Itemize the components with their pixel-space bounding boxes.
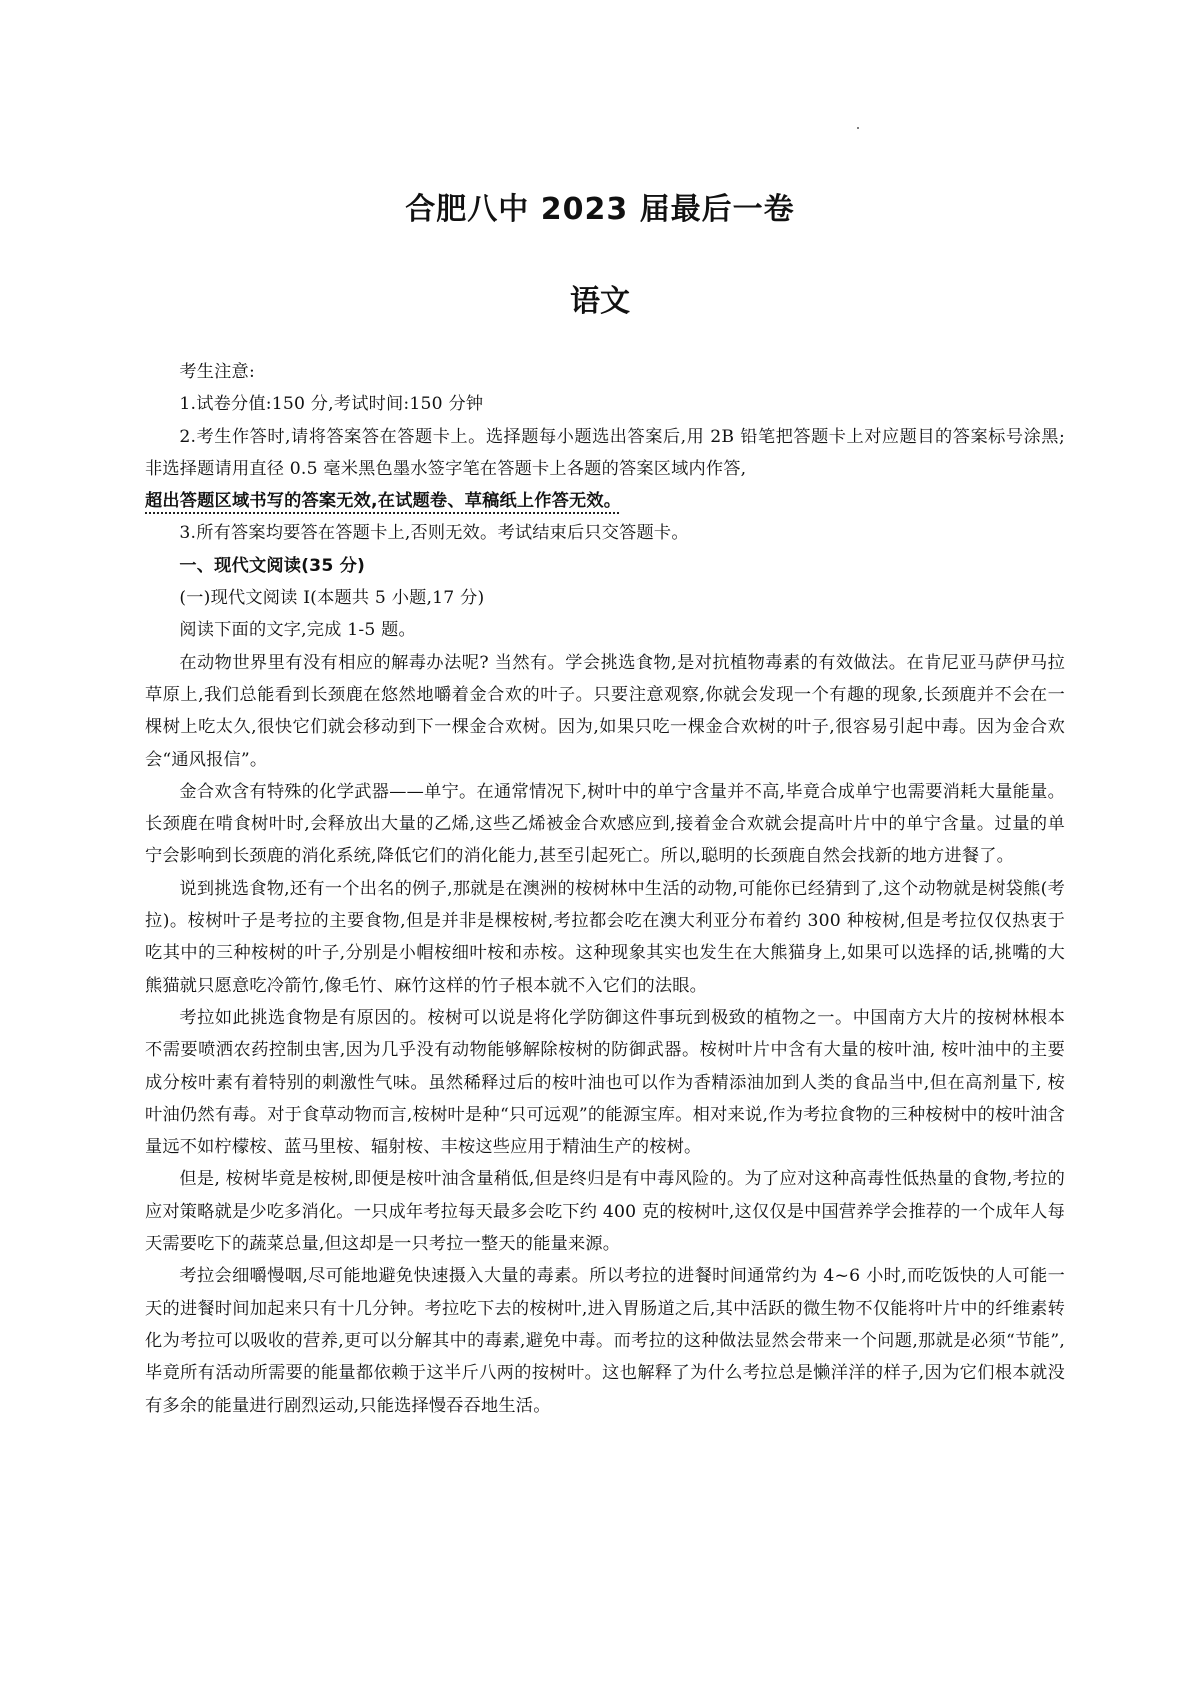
subject-title: 语文 — [570, 284, 630, 319]
notice-item-3: 3.所有答案均要答在答题卡上,否则无效。考试结束后只交答题卡。 — [179, 523, 689, 544]
section-instruction: 阅读下面的文字,完成 1-5 题。 — [179, 620, 416, 641]
passage-paragraph: 但是, 桉树毕竟是桉树,即便是桉叶油含量稍低,但是终归是有中毒风险的。为了应对这种高毒性低热量的食物,考拉的应对策略就是少吃多消化。一只成年考拉每天最多会吃下约 400 克的桉树叶,这仅仅是中国营养学会推荐的一个成年人每天需要吃下的蔬菜总量,但这却是一只考拉一整天的能量来源。 — [145, 1169, 1065, 1255]
passage-paragraph: 金合欢含有特殊的化学武器——单宁。在通常情况下,树叶中的单宁含量并不高,毕竟合成单宁也需要消耗大量能量。长颈鹿在啃食树叶时,会释放出大量的乙烯,这些乙烯被金合欢感应到,接着金合欢就会提高叶片中的单宁含量。过量的单宁会影响到长颈鹿的消化系统,降低它们的消化能力,甚至引起死亡。所以,聪明的长颈鹿自然会找新的地方进餐了。 — [145, 781, 1065, 867]
passage-paragraph: 考拉会细嚼慢咽,尽可能地避免快速摄入大量的毒素。所以考拉的进餐时间通常约为 4~6 小时,而吃饭快的人可能一天的进餐时间加起来只有十几分钟。考拉吃下去的桉树叶,进入胃肠道之后,其中活跃的微生物不仅能将叶片中的纤维素转化为考拉可以吸收的营养,更可以分解其中的毒素,避免中毒。而考拉的这种做法显然会带来一个问题,那就是必须“节能”,毕竟所有活动所需要的能量都依赖于这半斤八两的按树叶。这也解释了为什么考拉总是懒洋洋的样子,因为它们根本就没有多余的能量进行剧烈运动,只能选择慢吞吞地生活。 — [145, 1266, 1065, 1416]
notice-item-2-text: 2.考生作答时,请将答案答在答题卡上。选择题每小题选出答案后,用 2B 铅笔把答题卡上对应题目的答案标号涂黑;非选择题请用直径 0.5 毫米黑色墨水签字笔在答题卡上各题的答案区域内作答, — [145, 426, 1065, 479]
passage-paragraph: 在动物世界里有没有相应的解毒办法呢? 当然有。学会挑选食物,是对抗植物毒素的有效做法。在肯尼亚马萨伊马拉草原上,我们总能看到长颈鹿在悠然地嚼着金合欢的叶子。只要注意观察,你就会发现一个有趣的现象,长颈鹿并不会在一棵树上吃太久,很快它们就会移动到下一棵金合欢树。因为,如果只吃一棵金合欢树的叶子,很容易引起中毒。因为金合欢会“通风报信”。 — [145, 652, 1065, 770]
passage-paragraph: 说到挑选食物,还有一个出名的例子,那就是在澳洲的桉树林中生活的动物,可能你已经猜到了,这个动物就是树袋熊(考拉)。桉树叶子是考拉的主要食物,但是并非是棵桉树,考拉都会吃在澳大利亚分布着约 300 种桉树,但是考拉仅仅热衷于吃其中的三种桉树的叶子,分别是小帽桉细叶桉和赤桉。这种现象其实也发生在大熊猫身上,如果可以选择的话,挑嘴的大熊猫就只愿意吃冷箭竹,像毛竹、麻竹这样的竹子根本就不入它们的法眼。 — [145, 878, 1065, 996]
section-heading: 一、现代文阅读(35 分) — [179, 555, 366, 576]
notice-item-1: 1.试卷分值:150 分,考试时间:150 分钟 — [179, 394, 484, 415]
exam-content — [145, 356, 1065, 1422]
exam-title: 合肥八中 2023 届最后一卷 — [405, 192, 795, 227]
notice-heading: 考生注意: — [179, 362, 255, 382]
section-subheading: (一)现代文阅读 I(本题共 5 小题,17 分) — [179, 588, 485, 609]
passage-paragraph: 考拉如此挑选食物是有原因的。桉树可以说是将化学防御这件事玩到极致的植物之一。中国南方大片的按树林根本不需要喷洒农药控制虫害,因为几乎没有动物能够解除桉树的防御武器。桉树叶片中含有大量的桉叶油, 桉叶油中的主要成分桉叶素有着特别的刺激性气味。虽然稀释过后的桉叶油也可以作为香精添油加到人类的食品当中,但在高剂量下, 桉叶油仍然有毒。对于食草动物而言,桉树叶是种“只可远观”的能源宝库。相对来说,作为考拉食物的三种桉树中的桉叶油含量远不如柠檬桉、蓝马里桉、辐射桉、丰桉这些应用于精油生产的桉树。 — [145, 1007, 1065, 1158]
notice-item-2-emphasis-line — [145, 485, 1065, 517]
scan-dot — [857, 127, 859, 129]
notice-item-2 — [145, 421, 1065, 486]
notice-emphasis: 超出答题区域书写的答案无效,在试题卷、草稿纸上作答无效。 — [145, 491, 622, 512]
